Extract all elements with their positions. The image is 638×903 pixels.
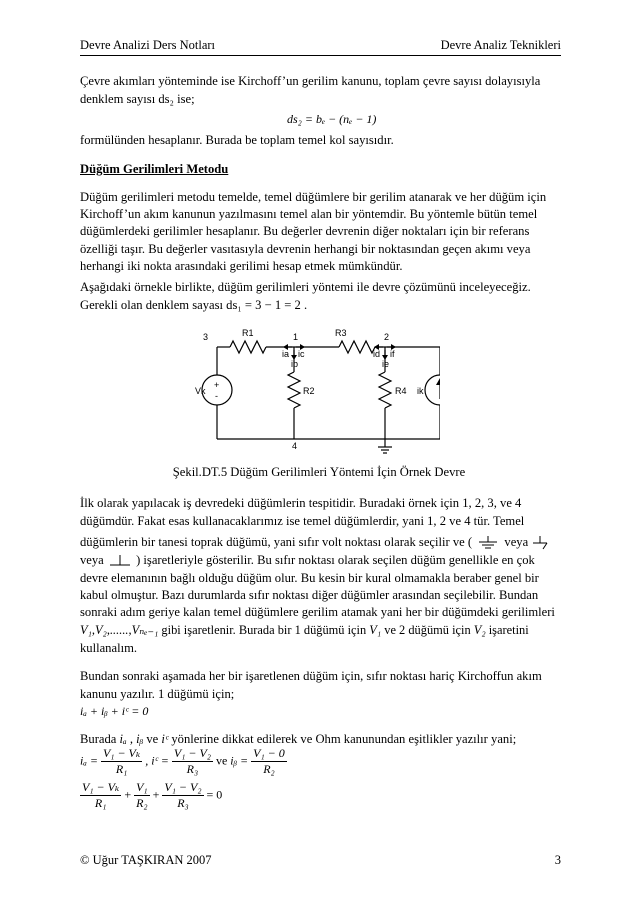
- p5-ia-ib: iₐ , iᵦ: [119, 732, 144, 746]
- p3-line4-text: ) işaretleriyle gösterilir. Bu sıfır noktası olarak seçilen düğüm genellikle en çok: [136, 553, 535, 567]
- intro-line-1: Çevre akımları yönteminde ise Kirchoff’un gerilim kanunu, toplam çevre sayısı dolayısıyla: [80, 74, 541, 88]
- plus-sign-2: +: [152, 787, 160, 802]
- id-label: id: [373, 349, 381, 359]
- v2-symbol: V₂: [473, 623, 486, 637]
- figure-caption: Şekil.DT.5 Düğüm Gerilimleri Yöntemi İçin Örnek Devre: [172, 465, 466, 479]
- p5-ic: iᶜ: [161, 732, 169, 746]
- equals-zero: = 0: [206, 787, 223, 802]
- r4-resistor: [379, 372, 391, 408]
- voltage-list: V₁,V₂,......,Vₙₑ₋₁: [80, 623, 159, 637]
- sum-den-3: R₃: [177, 796, 189, 810]
- p5-text-3: yönlerine dikkat edilerek ve Ohm kanunundan eşitlikler yazılır yani;: [168, 732, 517, 746]
- ie-label: ie: [382, 359, 390, 369]
- paragraph-3-line-1: İlk olarak yapılacak iş devredeki düğümlerin tespitidir. Buradaki örnek için 1, 2, 3, ve 4: [80, 496, 522, 510]
- paragraph-2-line-2: Gerekli olan denklem sayası ds₁ = 3 − 1 = 2 .: [80, 298, 308, 312]
- r1-label: R1: [242, 328, 254, 338]
- header-left: Devre Analizi Ders Notları: [80, 38, 216, 52]
- node-2-label: 2: [384, 332, 390, 342]
- r4-label: R4: [395, 386, 407, 396]
- ic-numerator: V₁ − V₂: [173, 746, 211, 760]
- vk-plus: +: [214, 380, 220, 390]
- r3-resistor: [339, 341, 375, 353]
- if-label: if: [390, 349, 395, 359]
- paragraph-2-line-1: Aşağıdaki örnekle birlikte, düğüm gerilimleri yöntemi ile devre çözümünü inceleyeceğiz.: [80, 280, 531, 294]
- page-number: 3: [554, 853, 561, 867]
- r1-resistor: [230, 341, 266, 353]
- ve-word: ve: [215, 753, 231, 768]
- voltage-text-2: ve 2 düğümü için: [381, 623, 474, 637]
- ic-fraction: [172, 746, 213, 777]
- r2-label: R2: [303, 386, 315, 396]
- paragraph-1: Düğüm gerilimleri metodu temelde, temel düğümlere bir gerilim atanarak ve her düğüm için Kirchoff’un akım kanunun yazılmasını temel alan bir yöntemdir. Bu yöntemle bütün temel düğümlerdeki gerilimler hesaplanır. Bu değerler devrenin diğer noktaları için bir referans özelliği taşır. Bu değerler vasıtasıyla devrenin herhangi bir noktasından geçen akımı veya herhangi iki nokta arasındaki gerilimi hesap etmek mümkündür.: [80, 190, 547, 273]
- ic-label: ic: [298, 349, 305, 359]
- ia-numerator: V₁ − Vₖ: [102, 746, 141, 760]
- paragraph-3-voltages: [80, 622, 562, 639]
- sum-num-2: V₁: [136, 780, 148, 794]
- paragraph-4-line-2: kanunu yazılır. 1 düğümü için;: [80, 687, 235, 701]
- voltage-text-3: işaretini: [485, 623, 529, 637]
- ik-source: [425, 375, 440, 405]
- paragraph-3-last: kullanalım.: [80, 641, 138, 655]
- plus-sign-1: +: [124, 787, 132, 802]
- ib-lhs: iᵦ =: [230, 753, 249, 768]
- ib-fraction: [251, 746, 287, 777]
- sum-num-1: V₁ − Vₖ: [82, 780, 120, 794]
- formula-ds2: ds₂ = bₑ − (nₑ − 1): [287, 112, 377, 126]
- vk-minus: -: [215, 391, 218, 401]
- common-ground-icon: [107, 554, 133, 568]
- circuit-diagram: [195, 322, 440, 457]
- ohm-equations: [80, 746, 287, 777]
- intro-line-2: denklem sayısı ds₂ ise;: [80, 92, 195, 106]
- ia-lhs: iₐ =: [80, 753, 98, 768]
- sum-fraction-2: [134, 780, 150, 811]
- voltage-text-1: gibi işaretlenir. Burada bir 1 düğümü için: [158, 623, 370, 637]
- node-4-label: 4: [292, 441, 298, 451]
- paragraph-3-rest: devre elemanının bağlı olduğu düğüm olur. Bu kesin bir kural olmamakla beraber genel bir kabul olmuştur. Bazı durumlarda sıfır noktası diğer düğümler arasından seçilebilir. Bundan sonraki adım geriye kalan temel düğümlere gerilim atamak yani her bir düğümdeki gerilimleri: [80, 571, 555, 620]
- node-3-label: 3: [203, 332, 209, 342]
- paragraph-3-line-3: [80, 534, 562, 551]
- p3-line4-veya: veya: [80, 553, 104, 567]
- r2-resistor: [288, 372, 300, 408]
- sum-den-2: R₂: [136, 796, 148, 810]
- sum-fraction-3: [162, 780, 203, 811]
- node-equation: [80, 780, 222, 811]
- p3-line3-veya: veya: [504, 535, 529, 549]
- r3-label: R3: [335, 328, 347, 338]
- ib-numerator: V₁ − 0: [253, 746, 285, 760]
- kcl-equation: iₐ + iᵦ + iᶜ = 0: [80, 704, 149, 718]
- ib-label: ib: [291, 359, 299, 369]
- footer-copyright: © Uğur TAŞKIRAN 2007: [80, 853, 212, 867]
- section-title: Düğüm Gerilimleri Metodu: [80, 162, 229, 176]
- header-rule: [80, 55, 561, 56]
- sum-num-3: V₁ − V₂: [164, 780, 202, 794]
- ic-lhs: , iᶜ =: [145, 753, 169, 768]
- v1-symbol: V₁: [369, 623, 382, 637]
- ic-denominator: R₃: [186, 762, 199, 776]
- ib-denominator: R₂: [263, 762, 275, 776]
- p5-text-1: Burada: [80, 732, 120, 746]
- ik-label: ik: [417, 386, 424, 396]
- chassis-ground-icon: [531, 535, 551, 551]
- intro-line-3: formülünden hesaplanır. Burada be toplam temel kol sayısıdır.: [80, 133, 394, 147]
- ground-symbol-icon: [475, 535, 501, 551]
- p3-line3-text: düğümlerin bir tanesi toprak düğümü, yani sıfır volt noktası olarak seçilir ve (: [80, 535, 473, 549]
- ia-label: ia: [282, 349, 290, 359]
- ia-denominator: R₁: [115, 762, 128, 776]
- paragraph-4-line-1: Bundan sonraki aşamada her bir işaretlenen düğüm için, sıfır noktası hariç Kirchoffun akım: [80, 669, 542, 683]
- header-right: Devre Analiz Teknikleri: [440, 38, 561, 52]
- sum-den-1: R₁: [94, 796, 107, 810]
- sum-fraction-1: [80, 780, 121, 811]
- paragraph-3-line-4: [80, 552, 562, 569]
- node-1-label: 1: [293, 332, 299, 342]
- ia-fraction: [101, 746, 142, 777]
- paragraph-3-line-2: düğümdür. Fakat esas kullanacaklarımız ise temel düğümlerdir, yani 1, 2 ve 4 tür. Temel: [80, 514, 525, 528]
- vk-label: Vk: [195, 386, 206, 396]
- p5-text-2: ve: [143, 732, 162, 746]
